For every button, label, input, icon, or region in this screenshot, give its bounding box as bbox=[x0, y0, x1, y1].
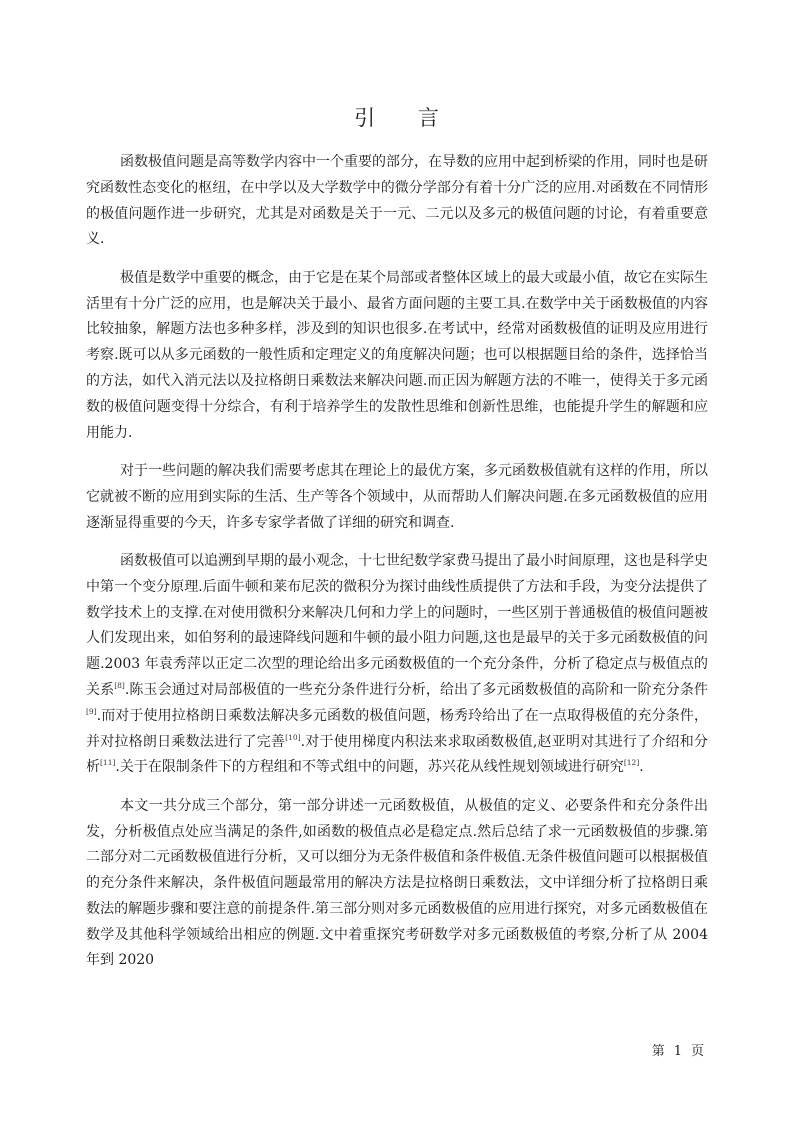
paragraph bbox=[86, 150, 708, 253]
body-text bbox=[86, 150, 708, 974]
paragraph-text: 对于一些问题的解决我们需要考虑其在理论上的最优方案，多元函数极值就有这样的作用，所以它就被不断的应用到实际的生活、生产等各个领域中，从而帮助人们解决问题.在多元函数极值的应用逐渐显得重要的今天，许多专家学者做了详细的研究和调查. bbox=[86, 462, 708, 531]
footer-suffix: 页 bbox=[690, 1044, 705, 1059]
paragraph bbox=[86, 266, 708, 447]
paragraph-text: .陈玉会通过对局部极值的一些充分条件进行分析，给出了多元函数极值的高阶和一阶充分条件 bbox=[124, 681, 708, 698]
paragraph bbox=[86, 794, 708, 975]
paragraph-text: 极值是数学中重要的概念，由于它是在某个局部或者整体区域上的最大或最小值，故它在实际生活里有十分广泛的应用，也是解决关于最小、最省方面问题的主要工具.在数学中关于函数极值的内容比较抽象，解题方法也多种多样，涉及到的知识也很多.在考试中，经常对函数极值的证明及应用进行考察.既可以从多元函数的一般性质和定理定义的角度解决问题；也可以根据题目给的条件，选择恰当的方法，如代入消元法以及拉格朗日乘数法来解决问题.而正因为解题方法的不唯一，使得关于多元函数的极值问题变得十分综合，有利于培养学生的发散性思维和创新性思维，也能提升学生的解题和应用能力. bbox=[86, 269, 708, 441]
citation-reference: [9] bbox=[86, 706, 97, 716]
paragraph bbox=[86, 549, 708, 781]
paragraph-text: .而对于使用拉格朗日乘数法解决多元函数的极值问题，杨秀玲给出了在一点取得极值的充分条件，并对拉格朗日乘数法进行了完善 bbox=[86, 707, 708, 750]
paragraph bbox=[86, 459, 708, 536]
paragraph-text: 函数极值问题是高等数学内容中一个重要的部分，在导数的应用中起到桥梁的作用，同时也是研究函数性态变化的枢纽，在中学以及大学数学中的微分学部分有着十分广泛的应用.对函数在不同情形的极值问题作进一步研究，尤其是对函数是关于一元、二元以及多元的极值问题的讨论，有着重要意义. bbox=[86, 154, 708, 248]
section-title: 引 言 bbox=[354, 106, 457, 131]
citation-reference: [11] bbox=[100, 758, 116, 768]
footer-prefix: 第 bbox=[651, 1044, 666, 1059]
paragraph-text: 函数极值可以追溯到早期的最小观念，十七世纪数学家费马提出了最小时间原理，这也是科学史中第一个变分原理.后面牛顿和莱布尼茨的微积分为探讨曲线性质提供了方法和手段，为变分法提供了数学技术上的支撑.在对使用微积分来解决几何和力学上的问题时，一些区别于普通极值的极值问题被人们发现出来，如伯努利的最速降线问题和牛顿的最小阻力问题,这也是最早的关于多元函数极值的问题.2003 年袁秀萍以正定二次型的理论给出多元函数极值的一个充分条件，分析了稳定点与极值点的关系 bbox=[86, 552, 708, 698]
citation-reference: [10] bbox=[285, 732, 301, 742]
paragraph-text: . bbox=[639, 759, 644, 776]
paragraph-text: .对于使用梯度内积法来求取函数极值,赵亚明对其进行了介绍和分析 bbox=[86, 733, 708, 776]
citation-reference: [8] bbox=[114, 680, 125, 690]
citation-reference: [12] bbox=[623, 758, 640, 768]
paragraph-text: 本文一共分成三个部分，第一部分讲述一元函数极值，从极值的定义、必要条件和充分条件出发，分析极值点处应当满足的条件,如函数的极值点必是稳定点.然后总结了求一元函数极值的步骤.第二部分对二元函数极值进行分析，又可以细分为无条件极值和条件极值.无条件极值问题可以根据极值的充分条件来解决，条件极值问题最常用的解决方法是拉格朗日乘数法，文中详细分析了拉格朗日乘数法的解题步骤和要注意的前提条件.第三部分则对多元函数极值的应用进行探究，对多元函数极值在数学及其他科学领域给出相应的例题.文中着重探究考研数学对多元函数极值的考察,分析了从 2004 年到 2020 bbox=[86, 797, 708, 969]
page-number: 1 bbox=[673, 1044, 683, 1059]
page-footer bbox=[648, 1040, 709, 1059]
paragraph-text: .关于在限制条件下的方程组和不等式组中的问题，苏兴花从线性规划领域进行研究 bbox=[115, 759, 624, 776]
